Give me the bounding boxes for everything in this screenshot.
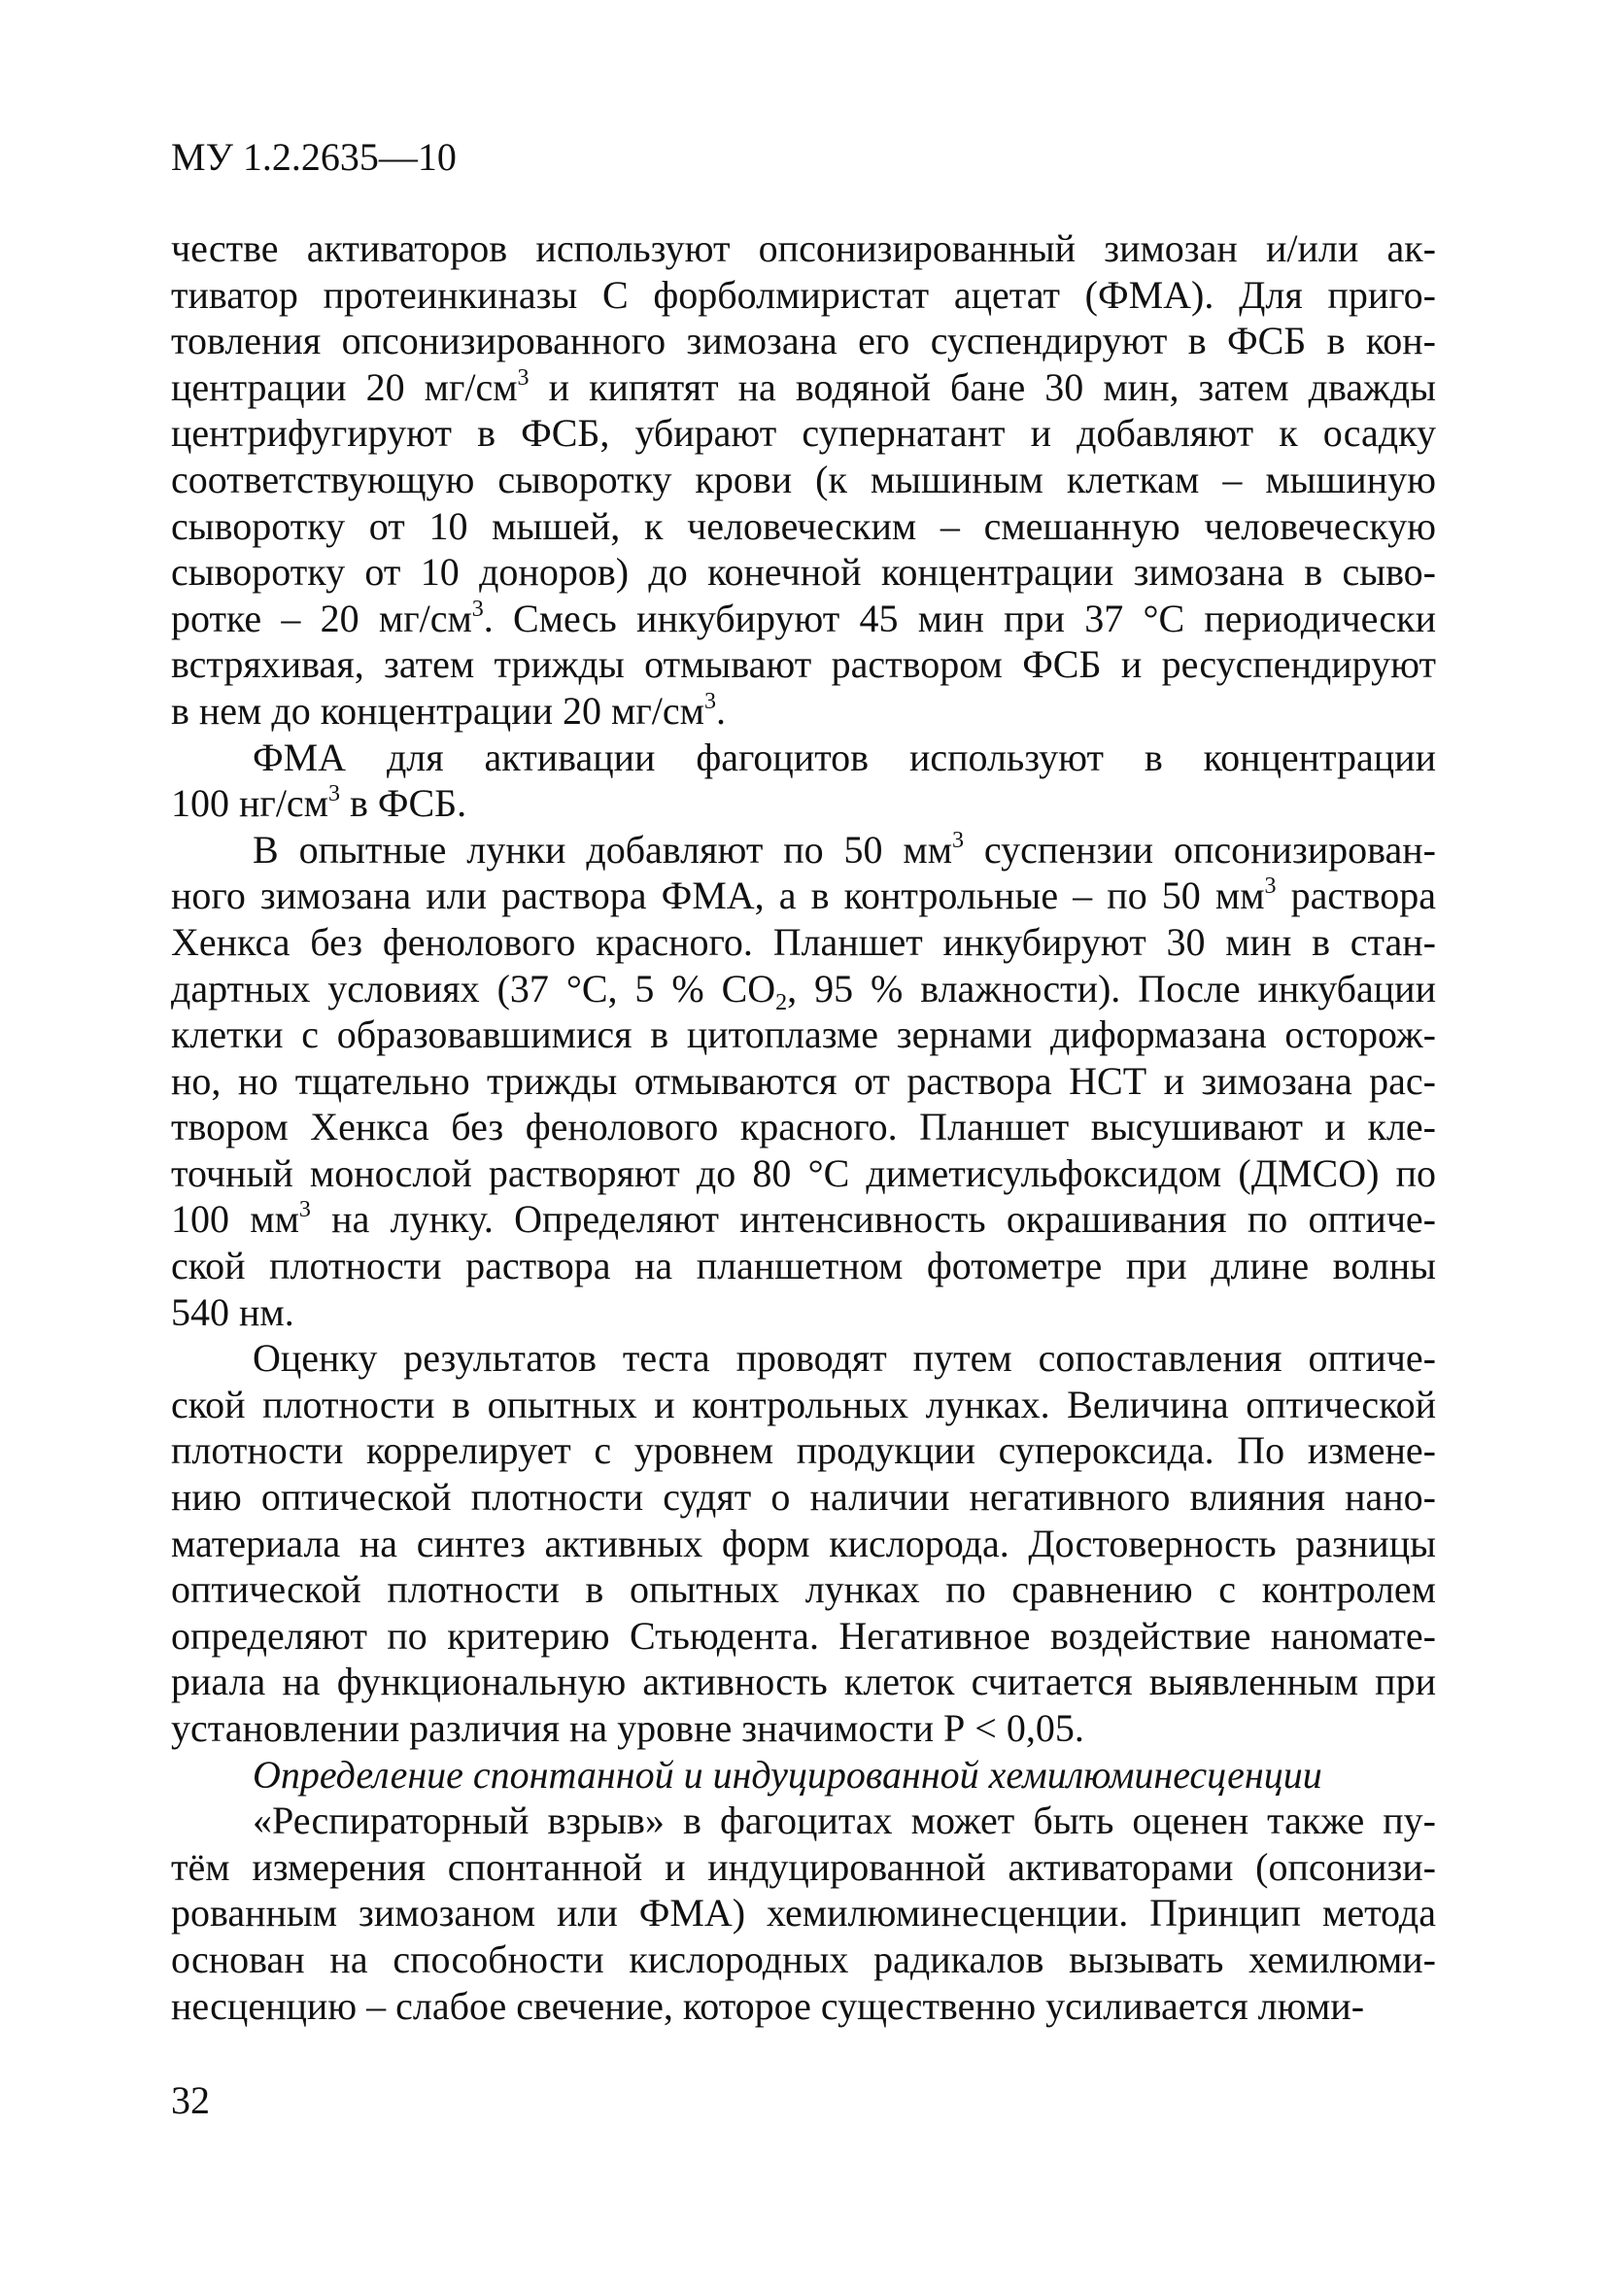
text-line: ской плотности в опытных и контрольных лунках. Величина оптической xyxy=(171,1382,1436,1426)
text-line: но, но тщательно трижды отмываются от раствора НСТ и зимозана рас- xyxy=(171,1058,1436,1103)
text-line: ротке – 20 $мг/см^3$. Смесь инкубируют 45 мин при 37 °С периодически xyxy=(171,596,1436,640)
text-line: риала на функциональную активность клеток считается выявленным при xyxy=(171,1660,1436,1704)
text-line: нию оптической плотности судят о наличии негативного влияния нано- xyxy=(171,1475,1436,1520)
text-line: материала на синтез активных форм кислорода. Достоверность разницы xyxy=(171,1521,1436,1565)
text-line: центрифугируют в ФСБ, убирают супернатант и добавляют к осадку xyxy=(171,411,1436,456)
text-line: ской плотности раствора на планшетном фотометре при длине волны xyxy=(171,1244,1436,1288)
text-line: Определение спонтанной и индуцированной хемилюминесценции xyxy=(253,1752,1322,1797)
text-line: соответствующую сыворотку крови (к мышиным клеткам – мышиную xyxy=(171,457,1436,501)
text-line: установлении различия на уровне значимости Р < 0,05. xyxy=(171,1706,1084,1750)
section-heading xyxy=(171,1752,1436,1799)
text-line: сыворотку от 10 доноров) до конечной концентрации зимозана в сыво- xyxy=(171,550,1436,595)
text-line: центрации 20 $мг/см^3$ и кипятят на водяной бане 30 мин, затем дважды xyxy=(171,364,1436,409)
text-line: дартных условиях (37 °С, 5 % $СО_2$, 95 % влажности). После инкубации xyxy=(171,966,1436,1015)
text-line: В опытные лунки добавляют по 50 $мм^3$ суспензии опсонизирован- xyxy=(253,827,1436,872)
text-line: «Респираторный взрыв» в фагоцитах может быть оценен также пу- xyxy=(253,1799,1436,1843)
paragraph xyxy=(171,1798,1436,2029)
text-line: Хенкса без фенолового красного. Планшет инкубируют 30 мин в стан- xyxy=(171,919,1436,964)
text-line: 100 $мм^3$ на лунку. Определяют интенсивность окрашивания по оптиче- xyxy=(171,1197,1437,1242)
text-line: тиватор протеинкиназы С форболмиристат ацетат (ФМА). Для приго- xyxy=(171,272,1436,317)
text-line: товления опсонизированного зимозана его суспендируют в ФСБ в кон- xyxy=(171,319,1436,363)
text-line: точный монослой растворяют до 80 °С диметисульфоксидом (ДМСО) по xyxy=(171,1150,1436,1195)
text-line: твором Хенкса без фенолового красного. Планшет высушивают и кле- xyxy=(171,1105,1436,1149)
text-line: честве активаторов используют опсонизированный зимозан и/или ак- xyxy=(171,226,1436,270)
text-line: оптической плотности в опытных лунках по сравнению с контролем xyxy=(171,1567,1436,1612)
text-line: ного зимозана или раствора ФМА, а в контрольные – по 50 $мм^3$ раствора xyxy=(171,874,1436,918)
text-line: в нем до концентрации 20 $мг/см^3$. xyxy=(171,688,726,733)
paragraph xyxy=(171,827,1436,1336)
text-line: Оценку результатов теста проводят путем сопоставления оптиче- xyxy=(253,1336,1436,1381)
text-line: рованным зимозаном или ФМА) хемилюминесценции. Принцип метода xyxy=(171,1891,1436,1936)
text-line: определяют по критерию Стьюдента. Негативное воздействие наномате- xyxy=(171,1613,1436,1658)
text-line: клетки с образовавшимися в цитоплазме зернами диформазана осторож- xyxy=(171,1012,1436,1057)
text-line: тём измерения спонтанной и индуцированной активаторами (опсонизи- xyxy=(171,1844,1436,1889)
text-line: основан на способности кислородных радикалов вызывать хемилюми- xyxy=(171,1936,1436,1981)
text-line: ФМА для активации фагоцитов используют в концентрации xyxy=(253,735,1436,779)
text-line: 540 нм. xyxy=(171,1289,294,1334)
paragraph xyxy=(171,225,1436,735)
paragraph xyxy=(171,735,1436,827)
body-text xyxy=(171,225,1436,2029)
document-code-header: МУ 1.2.2635—10 xyxy=(171,135,457,179)
text-line: 100 $нг/см^3$ в ФСБ. xyxy=(171,781,467,826)
text-line: несценцию – слабое свечение, которое существенно усиливается люми- xyxy=(171,1983,1365,2028)
text-line: сыворотку от 10 мышей, к человеческим – смешанную человеческую xyxy=(171,503,1436,548)
text-line: плотности коррелирует с уровнем продукции супероксида. По измене- xyxy=(171,1428,1436,1473)
text-line: встряхивая, затем трижды отмывают раствором ФСБ и ресуспендируют xyxy=(171,642,1436,687)
page-number: 32 xyxy=(171,2078,210,2122)
paragraph xyxy=(171,1335,1436,1751)
